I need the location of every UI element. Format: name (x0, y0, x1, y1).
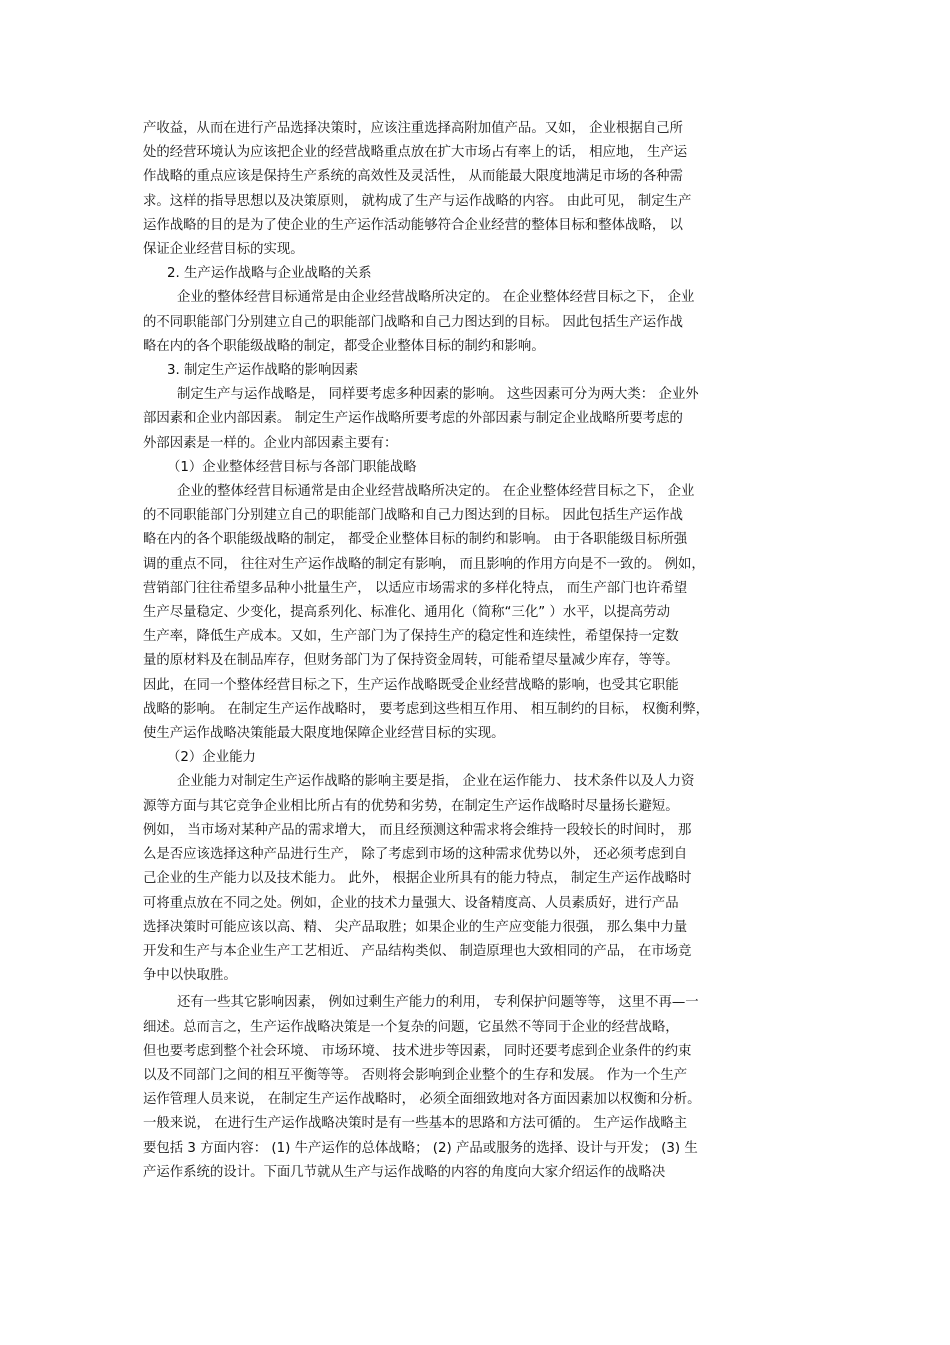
document-body (143, 117, 807, 1185)
paragraph-line: 企业能力对制定生产运作战略的影响主要是指， 企业在运作能力、 技术条件以及人力资 (177, 774, 695, 790)
paragraph-line: 要包括 3 方面内容： (1) 牛产运作的总体战略； (2) 产品或服务的选择、设计与开发； (3) 生 (143, 1140, 698, 1156)
paragraph-line: 战略的影响。 在制定生产运作战略时， 要考虑到这些相互作用、 相互制约的目标， 权衡利弊， (143, 701, 710, 717)
paragraph-line: 使生产运作战略决策能最大限度地保障企业经营目标的实现。 (143, 726, 505, 742)
paragraph-line: 企业的整体经营目标通常是由企业经营战略所决定的。 在企业整体经营目标之下， 企业 (177, 290, 695, 306)
paragraph-line: 因此，在同一个整体经营目标之下，生产运作战略既受企业经营战略的影响，也受其它职能 (143, 677, 679, 693)
paragraph-line: 运作管理人员来说， 在制定生产运作战略时， 必须全面细致地对各方面因素加以权衡和分析。 (143, 1092, 701, 1108)
paragraph-line: 一般来说， 在进行生产运作战略决策时是有一些基本的思路和方法可循的。 生产运作战略主 (143, 1116, 688, 1132)
paragraph-line: 量的原材料及在制品库存，但财务部门为了保持资金周转，可能希望尽量减少库存，等等。 (143, 653, 679, 669)
section-heading-line: （1）企业整体经营目标与各部门职能战略 (167, 459, 417, 475)
paragraph-line: 选择决策时可能应该以高、精、 尖产品取胜；如果企业的生产应变能力很强， 那么集中力量 (143, 919, 688, 935)
paragraph-line: 开发和生产与本企业生产工艺相近、 产品结构类似、 制造原理也大致相同的产品， 在市场竞 (143, 943, 692, 959)
section-heading-line: 2. 生产运作战略与企业战略的关系 (167, 266, 372, 282)
paragraph-line: 还有一些其它影响因素， 例如过剩生产能力的利用， 专利保护问题等等， 这里不再—一 (177, 995, 699, 1011)
paragraph-line: 产运作系统的设计。下面几节就从生产与运作战略的内容的角度向大家介绍运作的战略决 (143, 1164, 666, 1180)
paragraph-line: 求。这样的指导思想以及决策原则， 就构成了生产与运作战略的内容。 由此可见， 制定生产 (143, 193, 692, 209)
paragraph-line: 运作战略的目的是为了使企业的生产运作活动能够符合企业经营的整体目标和整体战略， 以 (143, 217, 683, 233)
paragraph-line: 可将重点放在不同之处。例如，企业的技术力量强大、设备精度高、人员素质好，进行产品 (143, 895, 679, 911)
paragraph-line: 争中以快取胜。 (143, 968, 237, 984)
paragraph-line: 企业的整体经营目标通常是由企业经营战略所决定的。 在企业整体经营目标之下， 企业 (177, 484, 695, 500)
paragraph-line: 的不同职能部门分别建立自己的职能部门战略和自己力图达到的目标。 因此包括生产运作战 (143, 508, 683, 524)
paragraph-line: 部因素和企业内部因素。 制定生产运作战略所要考虑的外部因素与制定企业战略所要考虑的 (143, 411, 683, 427)
paragraph-line: 调的重点不同， 往往对生产运作战略的制定有影响， 而且影响的作用方向是不一致的。 例如， (143, 556, 705, 572)
section-heading-line: 3. 制定生产运作战略的影响因素 (167, 363, 359, 379)
paragraph-line: 源等方面与其它竞争企业相比所占有的优势和劣势，在制定生产运作战略时尽量扬长避短。 (143, 798, 679, 814)
paragraph-line: 产收益，从而在进行产品选择决策时，应该注重选择高附加值产品。又如， 企业根据自己所 (143, 121, 683, 136)
paragraph-line: 但也要考虑到整个社会环境、 市场环境、 技术进步等因素， 同时还要考虑到企业条件的约束 (143, 1043, 692, 1059)
paragraph-line: 处的经营环境认为应该把企业的经营战略重点放在扩大市场占有率上的话， 相应地， 生产运 (143, 145, 688, 161)
paragraph-line: 的不同职能部门分别建立自己的职能部门战略和自己力图达到的目标。 因此包括生产运作战 (143, 314, 683, 330)
paragraph-line: 略在内的各个职能级战略的制定， 都受企业整体目标的制约和影响。 由于各职能级目标所强 (143, 532, 688, 548)
paragraph-line: 己企业的生产能力以及技术能力。 此外， 根据企业所具有的能力特点， 制定生产运作战略时 (143, 871, 692, 887)
paragraph-line: 制定生产与运作战略是， 同样要考虑多种因素的影响。 这些因素可分为两大类： 企业外 (177, 387, 699, 403)
paragraph-line: 保证企业经营目标的实现。 (143, 242, 304, 258)
paragraph-line: 生产尽量稳定、少变化，提高系列化、标准化、通用化（简称“三化” ）水平，以提高劳动 (143, 605, 670, 621)
paragraph-line: 例如， 当市场对某种产品的需求增大， 而且经预测这种需求将会维持一段较长的时间时， 那 (143, 822, 692, 838)
paragraph-line: 营销部门往往希望多品种小批量生产， 以适应市场需求的多样化特点， 而生产部门也许希望 (143, 580, 688, 596)
paragraph-line: 作战略的重点应该是保持生产系统的高效性及灵活性， 从而能最大限度地满足市场的各种需 (143, 169, 683, 185)
paragraph-line: 细述。总而言之，生产运作战略决策是一个复杂的问题，它虽然不等同于企业的经营战略， (143, 1019, 679, 1035)
paragraph-line: 生产率，降低生产成本。又如，生产部门为了保持生产的稳定性和连续性，希望保持一定数 (143, 629, 679, 645)
paragraph-line: 外部因素是一样的。企业内部因素主要有： (143, 435, 398, 451)
paragraph-line: 略在内的各个职能级战略的制定，都受企业整体目标的制约和影响。 (143, 338, 545, 354)
paragraph-line: 以及不同部门之间的相互平衡等等。 否则将会影响到企业整个的生存和发展。 作为一个生产 (143, 1067, 688, 1083)
paragraph-line: 么是否应该选择这种产品进行生产， 除了考虑到市场的这种需求优势以外， 还必须考虑到自 (143, 847, 688, 863)
section-heading-line: （2）企业能力 (167, 750, 256, 766)
